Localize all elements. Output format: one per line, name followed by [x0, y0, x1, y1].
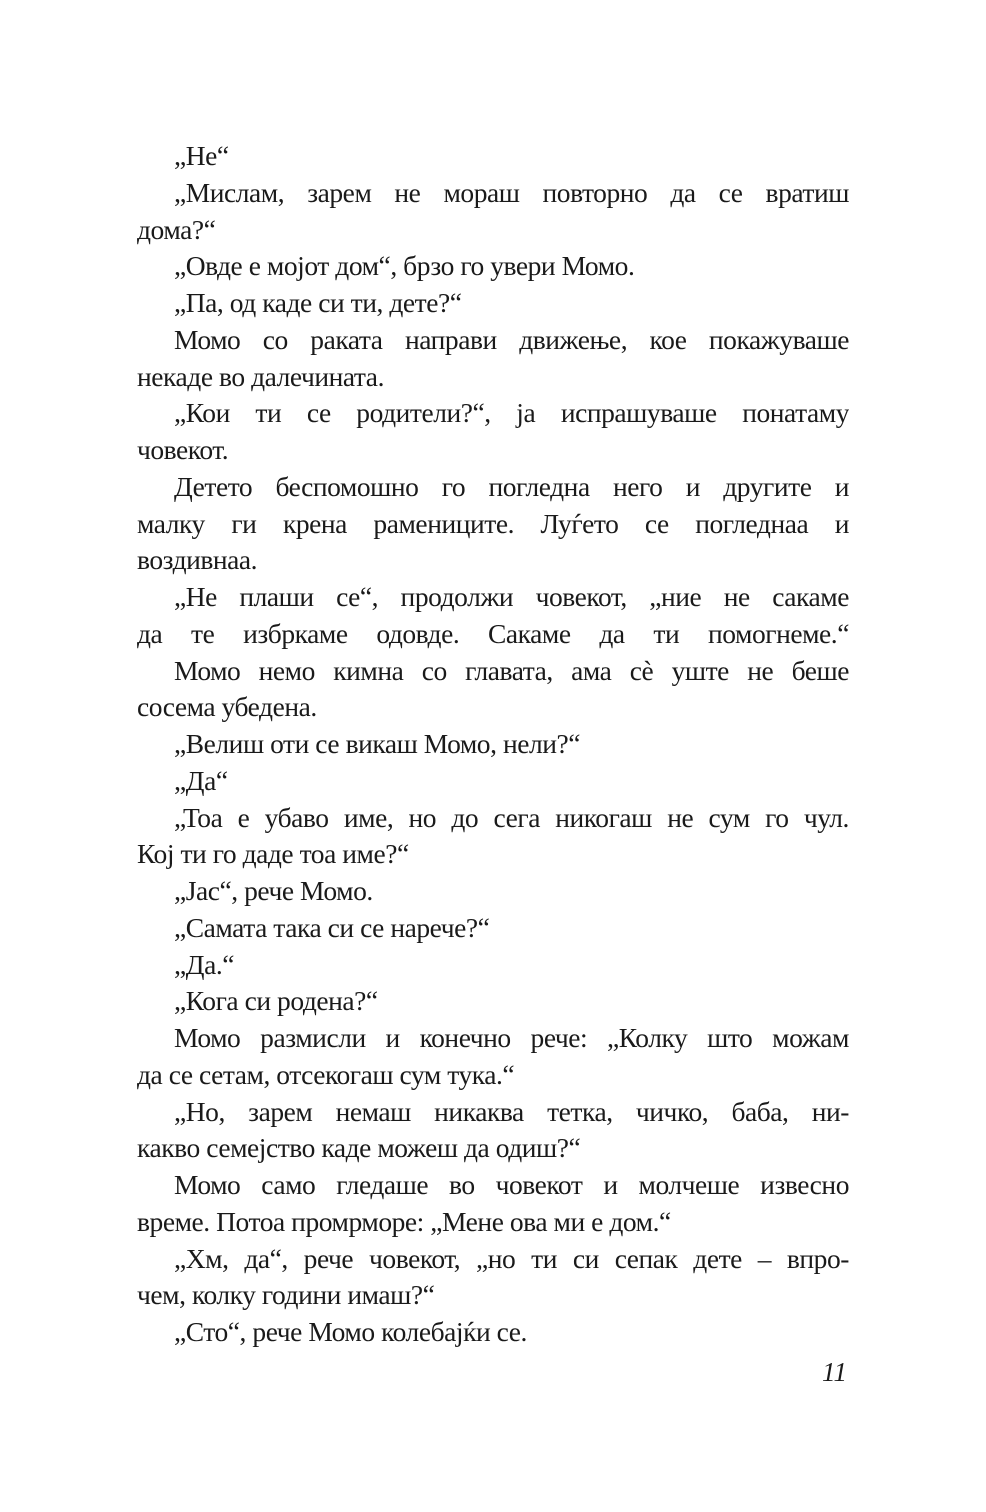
text-line: „Да.“: [174, 948, 235, 980]
page-body: [137, 138, 849, 1351]
text-line: „Тоа е убаво име, но до сега никогаш не сум го чул.: [174, 801, 849, 833]
text-line: Момо немо кимна со главата, ама сѐ уште не беше: [174, 654, 849, 686]
text-line: Момо со раката направи движење, кое покажуваше: [174, 323, 849, 355]
text-line: чем, колку години имаш?“: [137, 1279, 435, 1311]
text-line: време. Потоа промрморе: „Мене ова ми е дом.“: [137, 1205, 671, 1237]
text-line: „Хм, да“, рече човекот, „но ти си сепак дете – впро-: [174, 1242, 849, 1274]
text-line: „Не плаши се“, продолжи човекот, „ние не сакаме: [174, 581, 849, 612]
text-line: „Овде е мојот дом“, брзо го увери Момо.: [174, 250, 635, 282]
text-line: „Велиш оти се викаш Момо, нели?“: [174, 728, 581, 759]
text-line: некаде во далечината.: [137, 360, 384, 392]
text-line: Кој ти го даде тоа име?“: [137, 838, 409, 870]
text-line: „Сто“, рече Момо колебајќи се.: [174, 1316, 527, 1347]
text-line: човекот.: [137, 434, 229, 465]
text-line: дома?“: [137, 213, 216, 245]
text-line: воздивнаа.: [137, 544, 258, 576]
text-line: какво семејство каде можеш да одиш?“: [137, 1132, 581, 1164]
text-line: Момо размисли и конечно рече: „Колку што можам: [174, 1022, 849, 1053]
text-line: „Самата така си се нарече?“: [174, 911, 490, 943]
text-line: „Не“: [174, 140, 229, 171]
text-line: „Кога си родена?“: [174, 985, 378, 1017]
text-line: „Па, од каде си ти, дете?“: [174, 287, 462, 318]
text-line: малку ги крена рамениците. Луѓето се погледнаа и: [137, 507, 849, 539]
text-line: сосема убедена.: [137, 691, 317, 723]
text-line: „Да“: [174, 764, 228, 796]
text-line: „Мислам, зарем не мораш повторно да се вратиш: [174, 176, 849, 208]
text-line: „Јас“, рече Момо.: [174, 875, 373, 906]
text-line: „Но, зарем немаш никаква тетка, чичко, баба, ни-: [174, 1095, 849, 1127]
text-line: Момо само гледаше во човекот и молчеше извесно: [174, 1169, 849, 1200]
text-line: да се сетам, отсекогаш сум тука.“: [137, 1058, 515, 1090]
page-number: 11: [822, 1357, 847, 1387]
text-line: Детето беспомошно го погледна него и другите и: [174, 470, 849, 502]
text-line: да те избркаме одовде. Сакаме да ти помогнеме.“: [137, 617, 849, 649]
text-line: „Кои ти се родители?“, ја испрашуваше понатаму: [174, 397, 849, 429]
